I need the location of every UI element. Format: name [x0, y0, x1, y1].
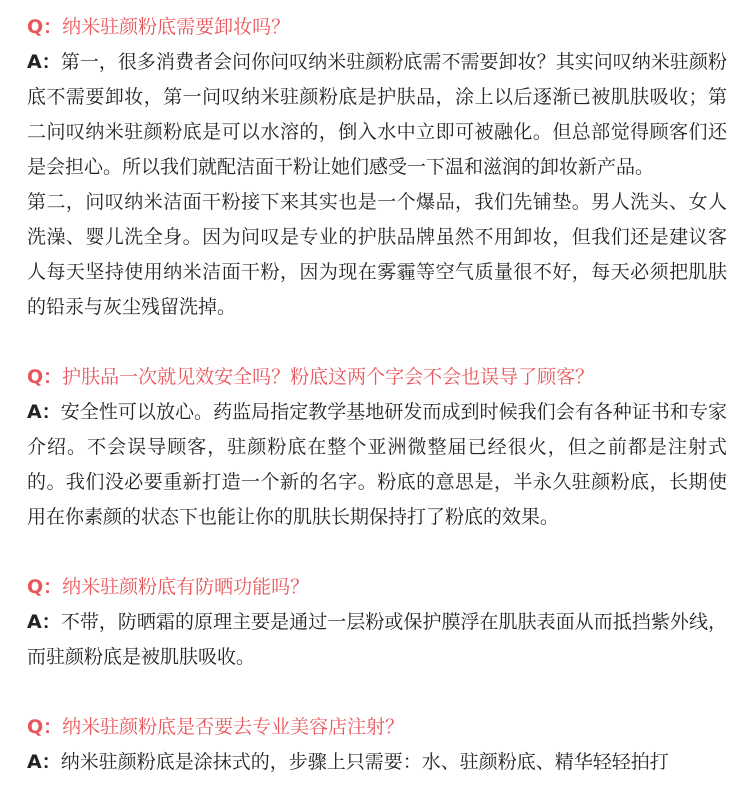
- answer-prefix: A：: [27, 751, 61, 773]
- answer-paragraph: [27, 605, 727, 675]
- question: [27, 10, 727, 45]
- answer-paragraph: [27, 185, 727, 325]
- qa-item-4: [27, 710, 727, 780]
- question-prefix: Q：: [27, 716, 63, 738]
- question: [27, 710, 727, 745]
- answer-text: 不带，防晒霜的原理主要是通过一层粉或保护膜浮在肌肤表面从而抵挡紫外线，而驻颜粉底是被肌肤吸收。: [27, 611, 727, 668]
- answer-prefix: A：: [27, 401, 61, 423]
- qa-item-1: [27, 10, 727, 325]
- answer-text: 第一，很多消费者会问你问叹纳米驻颜粉底需不需要卸妆？其实问叹纳米驻颜粉底不需要卸妆，第一问叹纳米驻颜粉底是护肤品，涂上以后逐渐已被肌肤吸收；第二问叹纳米驻颜粉底是可以水溶的，倒入水中立即可被融化。但总部觉得顾客们还是会担心。所以我们就配洁面干粉让她们感受一下温和滋润的卸妆新产品。: [27, 51, 727, 178]
- question: [27, 570, 727, 605]
- question-prefix: Q：: [27, 366, 63, 388]
- qa-item-2: [27, 360, 727, 535]
- answer-paragraph: [27, 745, 727, 780]
- answer-paragraph: [27, 45, 727, 185]
- question-text: 护肤品一次就见效安全吗？粉底这两个字会不会也误导了顾客？: [62, 366, 595, 388]
- answer-prefix: A：: [27, 51, 61, 73]
- question-prefix: Q：: [27, 16, 63, 38]
- answer-text: 纳米驻颜粉底是涂抹式的，步骤上只需要：水、驻颜粉底、精华轻轻拍打: [60, 751, 669, 773]
- answer-prefix: A：: [27, 611, 61, 633]
- answer-text: 安全性可以放心。药监局指定教学基地研发而成到时候我们会有各种证书和专家介绍。不会误导顾客，驻颜粉底在整个亚洲微整届已经很火，但之前都是注射式的。我们没必要重新打造一个新的名字。粉底的意思是，半永久驻颜粉底，长期使用在你素颜的状态下也能让你的肌肤长期保持打了粉底的效果。: [27, 401, 727, 528]
- question-text: 纳米驻颜粉底有防晒功能吗？: [62, 576, 310, 598]
- answer-text: 第二，问叹纳米洁面干粉接下来其实也是一个爆品，我们先铺垫。男人洗头、女人洗澡、婴儿洗全身。因为问叹是专业的护肤品牌虽然不用卸妆，但我们还是建议客人每天坚持使用纳米洁面干粉，因为现在雾霾等空气质量很不好，每天必须把肌肤的铅汞与灰尘残留洗掉。: [27, 191, 727, 318]
- qa-document: [27, 10, 727, 780]
- question: [27, 360, 727, 395]
- qa-item-3: [27, 570, 727, 675]
- question-prefix: Q：: [27, 576, 63, 598]
- question-text: 纳米驻颜粉底是否要去专业美容店注射？: [62, 716, 405, 738]
- question-text: 纳米驻颜粉底需要卸妆吗？: [62, 16, 291, 38]
- answer-paragraph: [27, 395, 727, 535]
